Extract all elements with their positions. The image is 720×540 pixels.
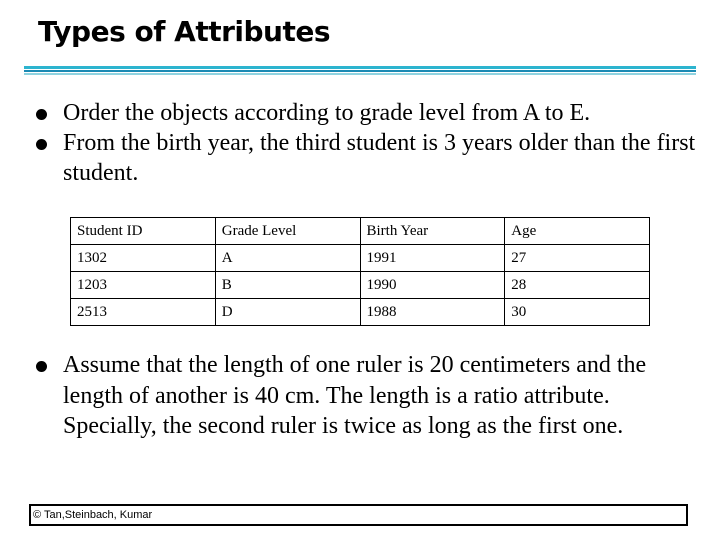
slide-title: Types of Attributes	[38, 15, 331, 48]
bullet-text: From the birth year, the third student is 3 years older than the first student.	[63, 130, 696, 186]
table-header-cell: Birth Year	[360, 218, 505, 245]
bullet-icon	[36, 109, 47, 120]
table-header-cell: Student ID	[71, 218, 216, 245]
table-header-cell: Age	[505, 218, 650, 245]
student-table	[70, 217, 650, 326]
bullet-text: Order the objects according to grade level from A to E.	[63, 100, 591, 126]
table-row	[71, 299, 650, 326]
title-divider	[24, 70, 696, 72]
title-divider	[24, 66, 696, 69]
bullet-item	[36, 350, 696, 442]
bullet-icon	[36, 361, 47, 372]
table-row	[71, 272, 650, 299]
table-cell: 27	[505, 245, 650, 272]
bullet-item	[36, 98, 696, 128]
table-cell: D	[215, 299, 360, 326]
table-header-cell: Grade Level	[215, 218, 360, 245]
table-cell: 1990	[360, 272, 505, 299]
table-cell: A	[215, 245, 360, 272]
table-cell: B	[215, 272, 360, 299]
table-cell: 28	[505, 272, 650, 299]
table-cell: 1203	[71, 272, 216, 299]
bullet-list	[36, 98, 696, 188]
table-cell: 1991	[360, 245, 505, 272]
bullet-text: Assume that the length of one ruler is 20 centimeters and the length of another is 40 cm. The length is a ratio attribute. Specially, the second ruler is twice as long as the first one.	[63, 352, 647, 439]
table-row	[71, 245, 650, 272]
copyright-footer: © Tan,Steinbach, Kumar	[29, 504, 688, 526]
bullet-item	[36, 128, 696, 188]
table-header-row	[71, 218, 650, 245]
bullet-icon	[36, 139, 47, 150]
table-cell: 2513	[71, 299, 216, 326]
table-cell: 1302	[71, 245, 216, 272]
title-divider	[24, 73, 696, 75]
bullet-list	[36, 350, 696, 442]
table-cell: 1988	[360, 299, 505, 326]
table-cell: 30	[505, 299, 650, 326]
